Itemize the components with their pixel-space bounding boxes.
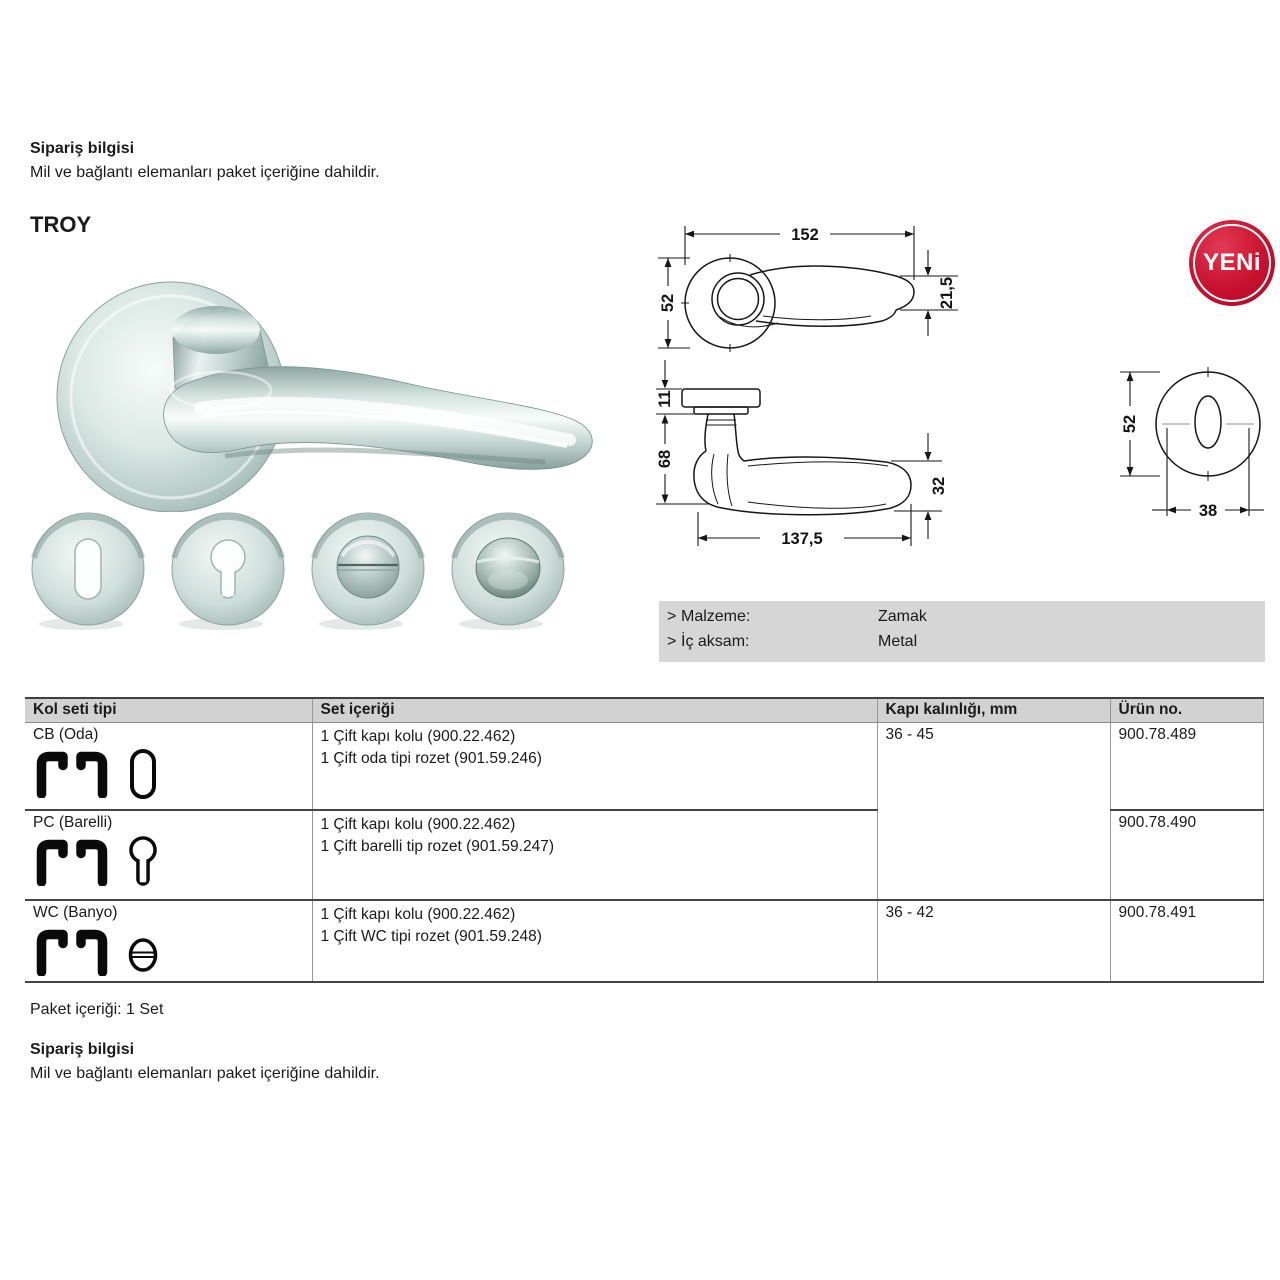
drawing-side-view bbox=[648, 354, 948, 568]
set-type-cell bbox=[25, 722, 312, 810]
set-content-line: 1 Çift kapı kolu (900.22.462) bbox=[320, 727, 516, 745]
handle-photo bbox=[25, 266, 605, 512]
order-info-text: Mil ve bağlantı elemanları paket içeriğine dahildir. bbox=[30, 1065, 380, 1082]
keyhole-icon bbox=[127, 748, 159, 800]
thumb-turn bbox=[337, 536, 399, 598]
order-info-title: Sipariş bilgisi bbox=[30, 140, 135, 157]
lever-pair-icon bbox=[33, 748, 111, 798]
dim-label-rose-face-diameter: 52 bbox=[1121, 414, 1139, 434]
drawing-rose-view bbox=[1108, 350, 1273, 530]
spec-bullet: > bbox=[667, 633, 677, 650]
set-content-line: 1 Çift oda tipi rozet (901.59.246) bbox=[320, 749, 542, 767]
dim-label-grip-end-height: 21,5 bbox=[938, 276, 956, 310]
order-info-text: Mil ve bağlantı elemanları paket içeriğine dahildir. bbox=[30, 164, 380, 181]
dim-label-grip-length: 137,5 bbox=[781, 530, 823, 548]
spec-bullet: > bbox=[667, 608, 677, 625]
set-content-line: 1 Çift kapı kolu (900.22.462) bbox=[320, 816, 516, 833]
product-no-cell: 900.78.490 bbox=[1110, 810, 1263, 900]
set-type-cell bbox=[25, 900, 312, 982]
new-badge-label: YENi bbox=[1202, 249, 1261, 276]
set-contents-cell bbox=[312, 900, 877, 982]
lever-pair-icon bbox=[33, 926, 111, 976]
set-content-line: 1 Çift kapı kolu (900.22.462) bbox=[320, 906, 516, 923]
door-thickness-cell: 36 - 45 bbox=[877, 722, 1110, 900]
rosette-photo-keyhole bbox=[29, 510, 147, 632]
spec-row-material bbox=[667, 608, 1265, 633]
col-header-set-contents: Set içeriği bbox=[312, 698, 877, 722]
set-type-label: PC (Barelli) bbox=[33, 814, 113, 831]
spec-value-material: Zamak bbox=[878, 608, 927, 625]
set-content-line: 1 Çift WC tipi rozet (901.59.248) bbox=[320, 928, 542, 946]
table-header-row bbox=[25, 698, 1263, 722]
col-header-door-thickness: Kapı kalınlığı, mm bbox=[877, 698, 1110, 722]
product-table bbox=[25, 697, 1264, 983]
dim-label-rose-diameter: 52 bbox=[659, 293, 677, 313]
specs-box bbox=[659, 601, 1265, 662]
table-row-cb bbox=[25, 722, 1263, 810]
door-thickness-cell: 36 - 42 bbox=[877, 900, 1110, 982]
spec-label-material: Malzeme: bbox=[681, 608, 751, 625]
rosette-photo-wc-turn-back bbox=[449, 510, 567, 632]
rosette-photo-wc-turn-front bbox=[309, 510, 427, 632]
package-note: Paket içeriği: 1 Set bbox=[30, 1001, 164, 1018]
dim-label-overall-length: 152 bbox=[791, 226, 819, 244]
spec-row-internals bbox=[667, 633, 1265, 658]
spec-label-internals: İç aksam: bbox=[681, 633, 750, 650]
euro-cylinder-icon bbox=[127, 836, 159, 888]
set-contents-cell bbox=[312, 810, 877, 900]
new-badge bbox=[1189, 220, 1275, 306]
dim-label-grip-depth: 32 bbox=[930, 476, 948, 496]
dim-label-slot-span: 38 bbox=[1198, 502, 1218, 520]
dim-label-rose-depth: 11 bbox=[656, 390, 674, 408]
order-info-title: Sipariş bilgisi bbox=[30, 1041, 135, 1058]
rosette-photo-cylinder bbox=[169, 510, 287, 632]
product-no-cell: 900.78.489 bbox=[1110, 722, 1263, 810]
col-header-set-type: Kol seti tipi bbox=[25, 698, 312, 722]
set-type-label: WC (Banyo) bbox=[33, 904, 118, 921]
product-no-cell: 900.78.491 bbox=[1110, 900, 1263, 982]
set-type-cell bbox=[25, 810, 312, 900]
dim-label-projection: 68 bbox=[656, 449, 674, 469]
set-content-line: 1 Çift barelli tip rozet (901.59.247) bbox=[320, 838, 554, 856]
table-row-wc bbox=[25, 900, 1263, 982]
turn-knob bbox=[476, 538, 540, 598]
drawing-front-view bbox=[650, 210, 960, 352]
lever-pair-icon bbox=[33, 836, 111, 886]
set-type-label: CB (Oda) bbox=[33, 725, 99, 743]
product-title: TROY bbox=[30, 212, 92, 237]
order-info-top bbox=[30, 140, 380, 182]
col-header-product-no: Ürün no. bbox=[1110, 698, 1263, 722]
order-info-bottom bbox=[30, 1041, 380, 1083]
wc-turn-icon bbox=[127, 926, 159, 978]
set-contents-cell bbox=[312, 722, 877, 810]
keyhole-slot bbox=[75, 539, 101, 599]
spec-value-internals: Metal bbox=[878, 633, 918, 650]
